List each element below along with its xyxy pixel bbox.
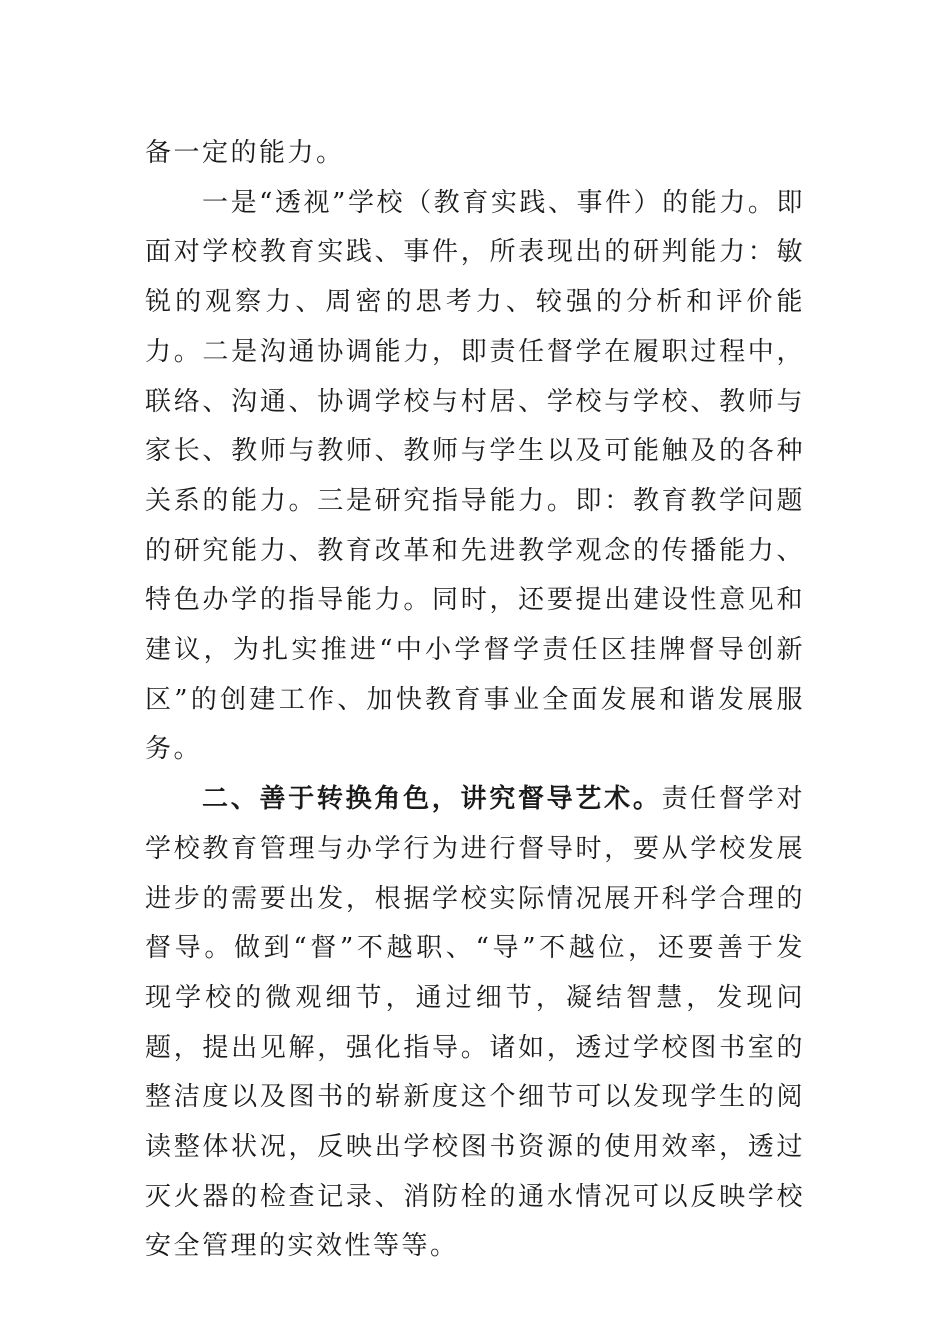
paragraph-continuation: [145, 129, 805, 179]
paragraph-abilities: [145, 179, 805, 775]
paragraph-text: 备一定的能力。: [145, 138, 345, 168]
paragraph-text: 一是“透视”学校（教育实践、事件）的能力。即面对学校教育实践、事件，所表现出的研判能力：敏锐的观察力、周密的思考力、较强的分析和评价能力。二是沟通协调能力，即责任督学在履职过程中，联络、沟通、协调学校与村居、学校与学校、教师与家长、教师与教师、教师与学生以及可能触及的各种关系的能力。三是研究指导能力。即：教育教学问题的研究能力、教育改革和先进教学观念的传播能力、特色办学的指导能力。同时，还要提出建设性意见和建议，为扎实推进“中小学督学责任区挂牌督导创新区”的创建工作、加快教育事业全面发展和谐发展服务。: [145, 187, 805, 765]
section-heading: 二、善于转换角色，讲究督导艺术。: [202, 784, 662, 815]
paragraph-text: 责任督学对学校教育管理与办学行为进行督导时，要从学校发展进步的需要出发，根据学校实际情况展开科学合理的督导。做到“督”不越职、“导”不越位，还要善于发现学校的微观细节，通过细节，凝结智慧，发现问题，提出见解，强化指导。诸如，透过学校图书室的整洁度以及图书的崭新度这个细节可以发现学生的阅读整体状况，反映出学校图书资源的使用效率，透过灭火器的检查记录、消防栓的通水情况可以反映学校安全管理的实效性等等。: [145, 784, 805, 1262]
document-body: [145, 129, 805, 1272]
paragraph-section-two: [145, 775, 805, 1272]
